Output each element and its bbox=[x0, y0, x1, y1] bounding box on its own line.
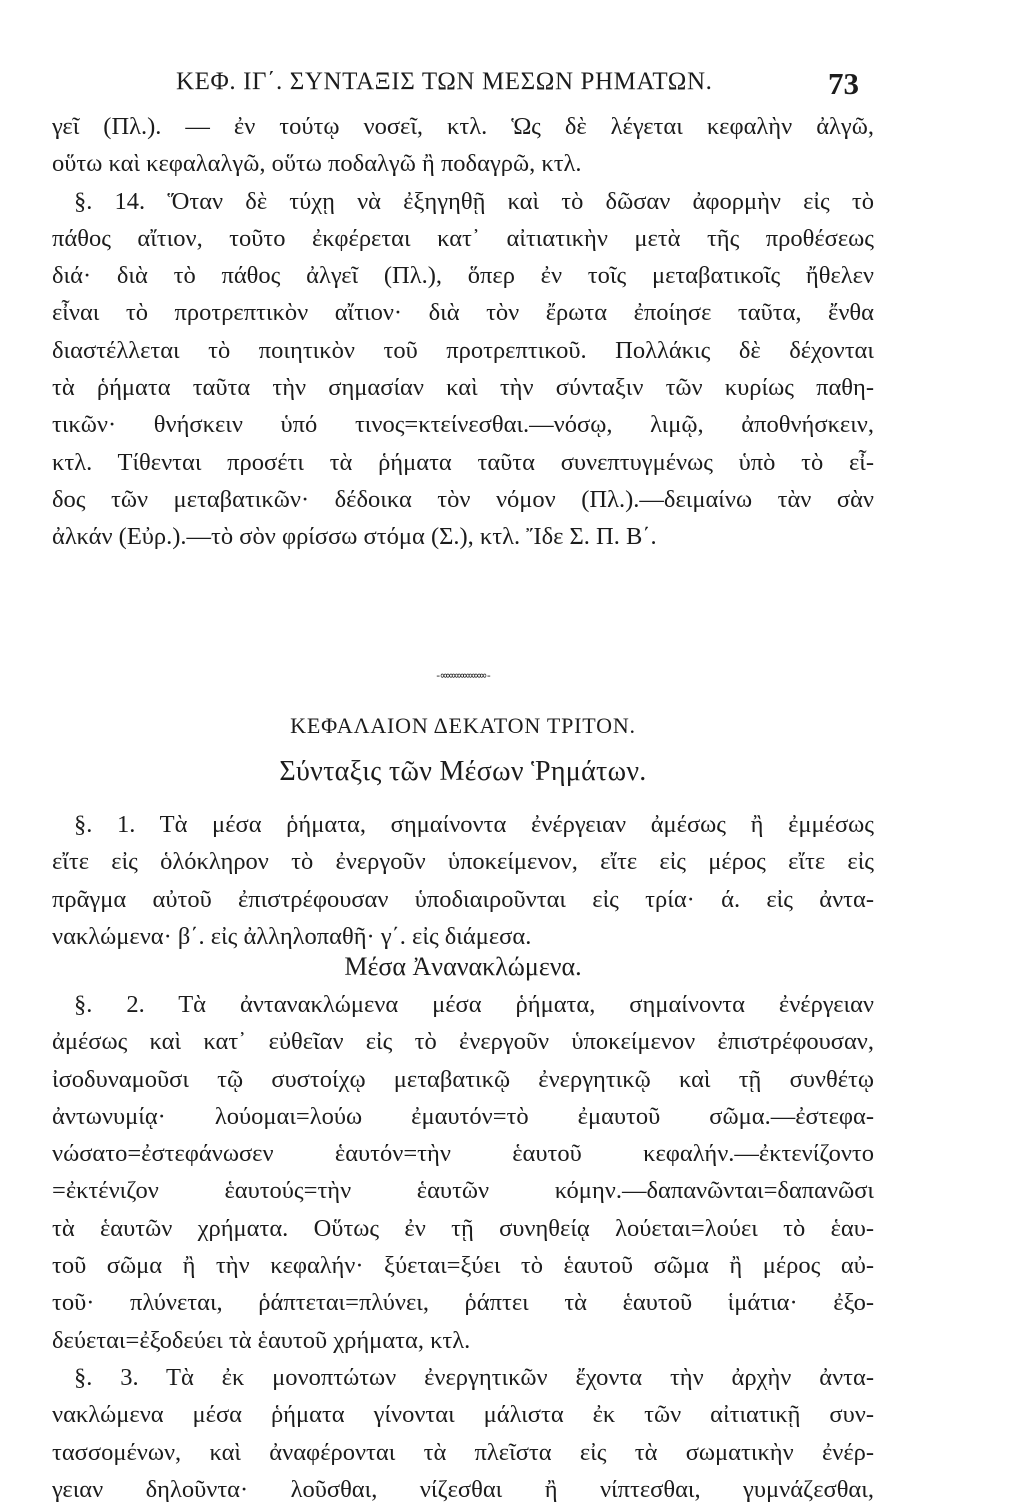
text-line: νακλώμενα· β΄. εἰς ἀλληλοπαθῆ· γ΄. εἰς διάμεσα. bbox=[52, 922, 532, 950]
text-line: διά· διὰ τὸ πάθος ἀλγεῖ (Πλ.), ὅπερ ἐν τοῖς μεταβατικοῖς ἤθελεν bbox=[52, 262, 874, 290]
text-line: ἀντωνυμίᾳ· λούομαι=λούω ἐμαυτόν=τὸ ἐμαυτοῦ σῶμα.—ἐστεφα- bbox=[52, 1102, 874, 1130]
paragraph-block-3 bbox=[52, 986, 874, 1508]
text-line: πρᾶγμα αὐτοῦ ἐπιστρέφουσαν ὑποδιαιροῦνται εἰς τρία· ά. εἰς ἀντα- bbox=[52, 885, 874, 913]
text-line: τικῶν· θνήσκειν ὑπό τινος=κτείνεσθαι.—νόσῳ, λιμῷ, ἀποθνήσκειν, bbox=[52, 411, 874, 439]
ornamental-rule: -∞∞∞∞∞∞∞∞- bbox=[434, 669, 492, 682]
page-header bbox=[58, 66, 870, 106]
chapter-subtitle: Σύνταξις τῶν Μέσων Ῥημάτων. bbox=[279, 756, 647, 787]
text-line: τὰ ῥήματα ταῦτα τὴν σημασίαν καὶ τὴν σύνταξιν τῶν κυρίως παθη- bbox=[52, 374, 874, 402]
text-line: διαστέλλεται τὸ ποιητικὸν τοῦ προτρεπτικοῦ. Πολλάκις δὲ δέχονται bbox=[52, 336, 874, 364]
paragraph-block-2 bbox=[52, 806, 874, 955]
text-line: τασσομένων, καὶ ἀναφέρονται τὰ πλεῖστα εἰς τὰ σωματικὴν ἐνέρ- bbox=[52, 1438, 874, 1466]
text-line: §. 1. Τὰ μέσα ῥήματα, σημαίνοντα ἐνέργειαν ἀμέσως ἢ ἐμμέσως bbox=[74, 811, 874, 838]
text-line: εἶναι τὸ προτρεπτικὸν αἴτιον· διὰ τὸν ἔρωτα ἐποίησε ταῦτα, ἔνθα bbox=[52, 299, 874, 327]
text-line: δος τῶν μεταβατικῶν· δέδοικα τὸν νόμον (Πλ.).—δειμαίνω τὰν σὰν bbox=[52, 485, 874, 513]
text-line: τοῦ· πλύνεται, ῥάπτεται=πλύνει, ῥάπτει τὰ ἑαυτοῦ ἱμάτια· ἐξο- bbox=[52, 1289, 874, 1317]
text-line: §. 2. Τὰ ἀντανακλώμενα μέσα ῥήματα, σημαίνοντα ἐνέργειαν bbox=[74, 991, 874, 1018]
running-title: ΚΕΦ. ΙΓ΄. ΣΥΝΤΑΞΙΣ ΤΩΝ ΜΕΣΩΝ ΡΗΜΑΤΩΝ. bbox=[176, 68, 713, 95]
chapter-title: ΚΕΦΑΛΑΙΟΝ ΔΕΚΑΤΟΝ ΤΡΙΤΟΝ. bbox=[290, 713, 636, 738]
text-line: τοῦ σῶμα ἢ τὴν κεφαλήν· ξύεται=ξύει τὸ ἑαυτοῦ σῶμα ἢ μέρος αὐ- bbox=[52, 1252, 874, 1280]
text-line: πάθος αἴτιον, τοῦτο ἐκφέρεται κατ᾽ αἰτιατικὴν μετὰ τῆς προθέσεως bbox=[52, 224, 874, 252]
section-heading: Μέσα Ἀνανακλώμενα. bbox=[344, 952, 582, 981]
text-line: νώσατο=ἐστεφάνωσεν ἑαυτόν=τὴν ἑαυτοῦ κεφαλήν.—ἐκτενίζοντο bbox=[52, 1140, 874, 1168]
text-line: εἴτε εἰς ὁλόκληρον τὸ ἐνεργοῦν ὑποκείμενον, εἴτε εἰς μέρος εἴτε εἰς bbox=[52, 848, 874, 876]
text-line: ἰσοδυναμοῦσι τῷ συστοίχῳ μεταβατικῷ ἐνεργητικῷ καὶ τῇ συνθέτῳ bbox=[52, 1065, 874, 1093]
text-line: δεύεται=ἐξοδεύει τὰ ἑαυτοῦ χρήματα, κτλ. bbox=[52, 1326, 471, 1354]
text-line: γειαν δηλοῦντα· λοῦσθαι, νίζεσθαι ἢ νίπτεσθαι, γυμνάζεσθαι, bbox=[52, 1475, 874, 1503]
text-line: νακλώμενα μέσα ῥήματα γίνονται μάλιστα ἐκ τῶν αἰτιατικῇ συν- bbox=[52, 1401, 874, 1429]
text-line: §. 3. Τὰ ἐκ μονοπτώτων ἐνεργητικῶν ἔχοντα τὴν ἀρχὴν ἀντα- bbox=[74, 1363, 874, 1391]
text-line: ἀλκάν (Εὐρ.).—τὸ σὸν φρίσσω στόμα (Σ.), κτλ. Ἴδε Σ. Π. Β΄. bbox=[52, 523, 657, 551]
text-line: κτλ. Τίθενται προσέτι τὰ ῥήματα ταῦτα συνεπτυγμένως ὑπὸ τὸ εἶ- bbox=[52, 448, 874, 476]
text-line: ἀμέσως καὶ κατ᾽ εὐθεῖαν εἰς τὸ ἐνεργοῦν ὑποκείμενον ἐπιστρέφουσαν, bbox=[52, 1028, 874, 1056]
text-line: γεῖ (Πλ.). — ἐν τούτῳ νοσεῖ, κτλ. Ὡς δὲ λέγεται κεφαλὴν ἀλγῶ, bbox=[52, 113, 874, 140]
text-line: =ἐκτένιζον ἑαυτούς=τὴν ἑαυτῶν κόμην.—δαπανῶνται=δαπανῶσι bbox=[52, 1177, 874, 1205]
page-number: 73 bbox=[828, 66, 859, 101]
text-line: οὕτω καὶ κεφαλαλγῶ, οὕτω ποδαλγῶ ἢ ποδαγρῶ, κτλ. bbox=[52, 150, 582, 178]
text-line: §. 14. Ὅταν δὲ τύχῃ νὰ ἐξηγηθῇ καὶ τὸ δῶσαν ἀφορμὴν εἰς τὸ bbox=[74, 187, 874, 215]
text-line: τὰ ἑαυτῶν χρήματα. Οὕτως ἐν τῇ συνηθείᾳ λούεται=λούει τὸ ἑαυ- bbox=[52, 1214, 874, 1242]
paragraph-block-1 bbox=[52, 108, 874, 556]
